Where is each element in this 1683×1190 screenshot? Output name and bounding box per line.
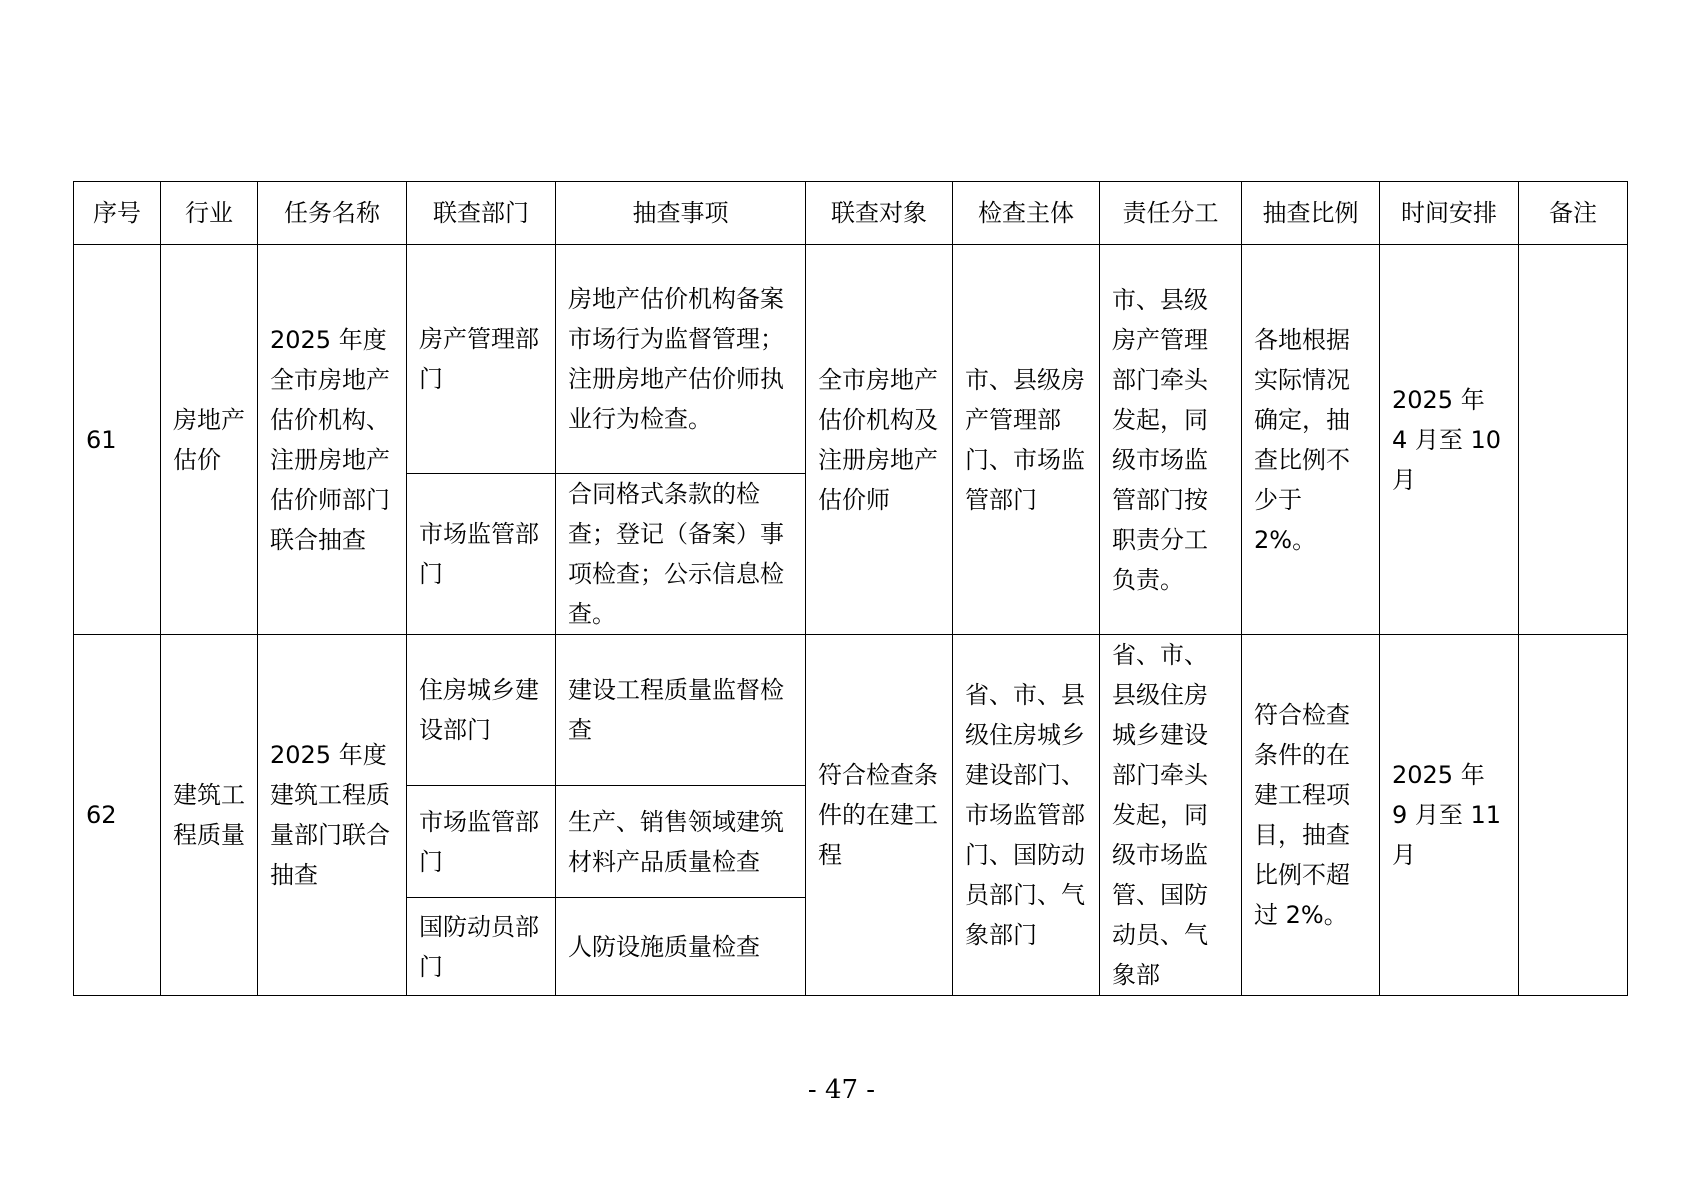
row-serial: 61 (74, 245, 161, 635)
row-inspection-items: 建设工程质量监督检查 (556, 635, 806, 786)
header-serial: 序号 (74, 182, 161, 245)
header-joint-department: 联查部门 (407, 182, 556, 245)
row-department: 市场监管部门 (407, 474, 556, 635)
header-inspection-target: 联查对象 (806, 182, 953, 245)
header-inspection-items: 抽查事项 (556, 182, 806, 245)
row-sampling-ratio: 各地根据实际情况确定，抽查比例不少于 2%。 (1242, 245, 1380, 635)
header-schedule: 时间安排 (1380, 182, 1519, 245)
row-inspection-items: 人防设施质量检查 (556, 898, 806, 996)
header-sampling-ratio: 抽查比例 (1242, 182, 1380, 245)
header-task-name: 任务名称 (258, 182, 407, 245)
row-target: 符合检查条件的在建工程 (806, 635, 953, 996)
header-inspector: 检查主体 (953, 182, 1100, 245)
page-number: - 47 - (807, 1075, 876, 1105)
row-note (1519, 635, 1628, 996)
row-department: 市场监管部门 (407, 785, 556, 897)
row-responsibility: 市、县级房产管理部门牵头发起，同级市场监管部门按职责分工负责。 (1100, 245, 1242, 635)
header-industry: 行业 (161, 182, 258, 245)
header-responsibility: 责任分工 (1100, 182, 1242, 245)
row-industry: 房地产估价 (161, 245, 258, 635)
row-task-name: 2025 年度全市房地产估价机构、注册房地产估价师部门联合抽查 (258, 245, 407, 635)
row-inspection-items: 生产、销售领域建筑材料产品质量检查 (556, 785, 806, 897)
row-target: 全市房地产估价机构及注册房地产估价师 (806, 245, 953, 635)
row-schedule: 2025 年 4 月至 10 月 (1380, 245, 1519, 635)
row-inspector: 市、县级房产管理部门、市场监管部门 (953, 245, 1100, 635)
row-department: 国防动员部门 (407, 898, 556, 996)
row-note (1519, 245, 1628, 635)
row-inspection-items: 合同格式条款的检查；登记（备案）事项检查；公示信息检查。 (556, 474, 806, 635)
row-responsibility: 省、市、县级住房城乡建设部门牵头发起，同级市场监管、国防动员、气象部 (1100, 635, 1242, 996)
row-task-name: 2025 年度建筑工程质量部门联合抽查 (258, 635, 407, 996)
row-industry: 建筑工程质量 (161, 635, 258, 996)
row-department: 房产管理部门 (407, 245, 556, 474)
table-row (74, 245, 1628, 474)
inspection-table (73, 181, 1628, 996)
row-sampling-ratio: 符合检查条件的在建工程项目，抽查比例不超过 2%。 (1242, 635, 1380, 996)
row-department: 住房城乡建设部门 (407, 635, 556, 786)
row-inspector: 省、市、县级住房城乡建设部门、市场监管部门、国防动员部门、气象部门 (953, 635, 1100, 996)
row-schedule: 2025 年 9 月至 11 月 (1380, 635, 1519, 996)
row-serial: 62 (74, 635, 161, 996)
header-note: 备注 (1519, 182, 1628, 245)
row-inspection-items: 房地产估价机构备案市场行为监督管理；注册房地产估价师执业行为检查。 (556, 245, 806, 474)
table-row (74, 635, 1628, 786)
table-header-row (74, 182, 1628, 245)
